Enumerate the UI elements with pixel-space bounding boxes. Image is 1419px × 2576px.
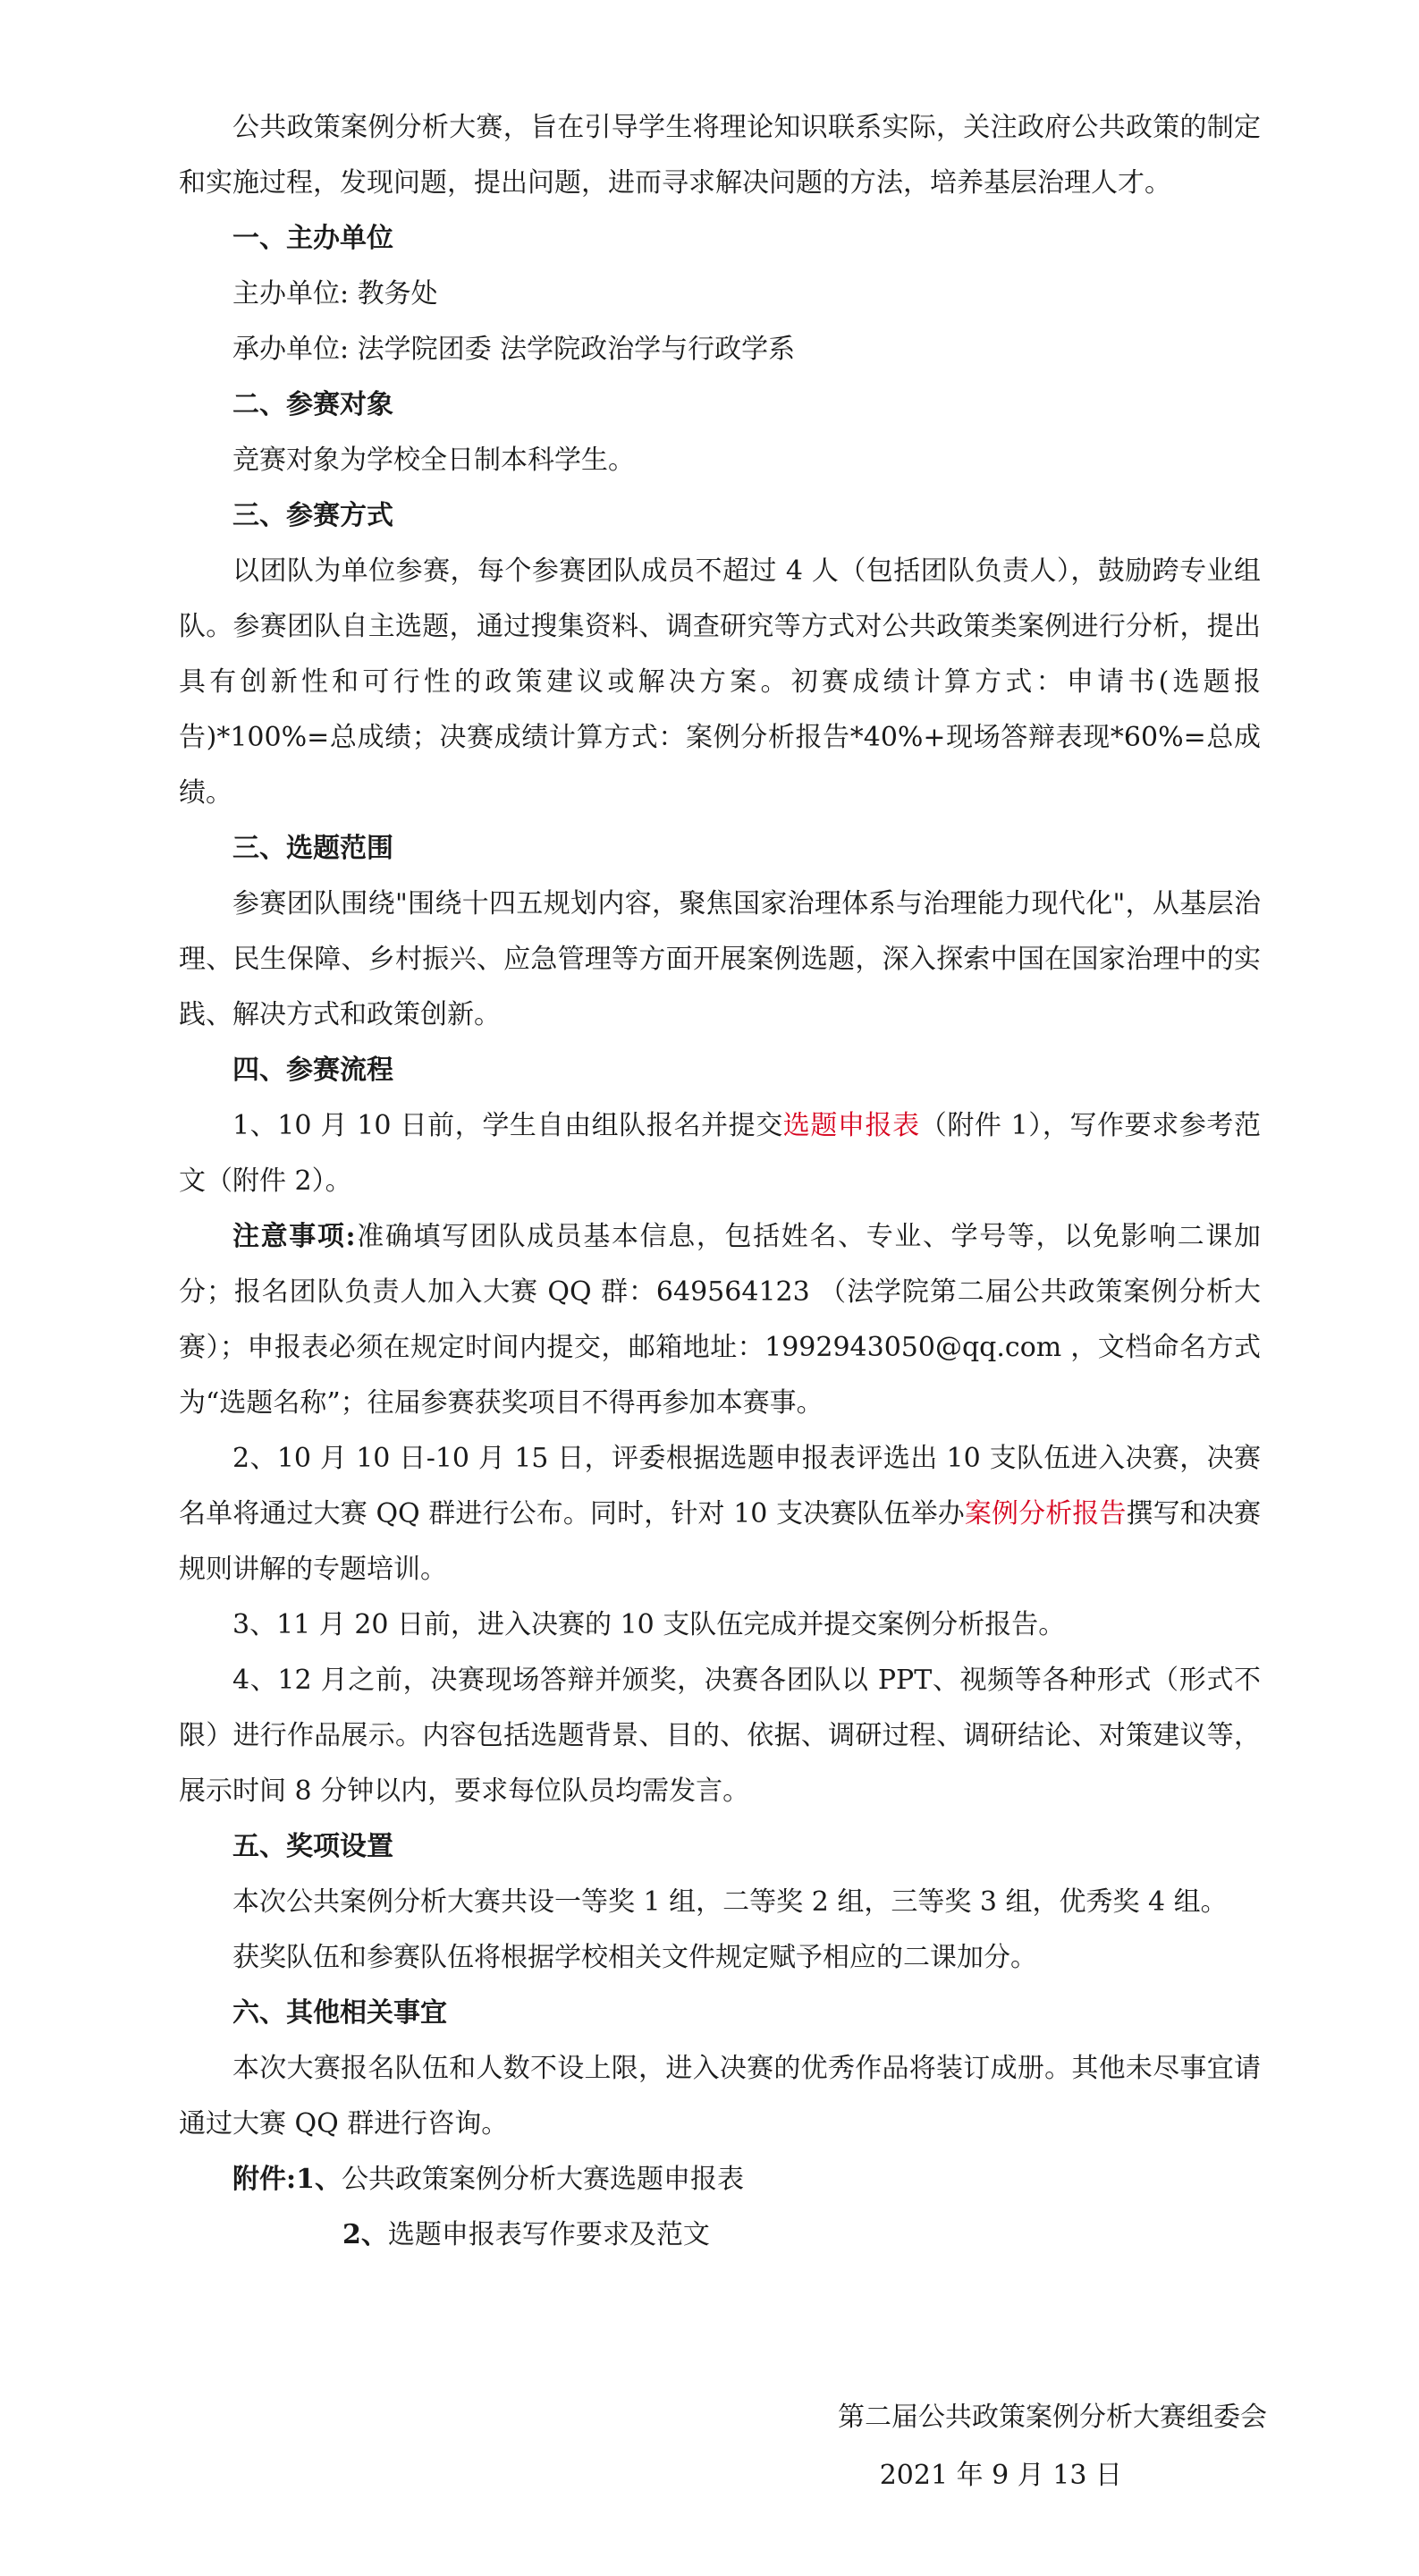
section-heading-participants: 二、参赛对象 [232,389,393,420]
intro-paragraph: 公共政策案例分析大赛，旨在引导学生将理论知识联系实际，关注政府公共政策的制定和实施过程，发现问题，提出问题，进而寻求解决问题的方法，培养基层治理人才。 [179,112,1261,199]
step1-text-post: （附件 1），写作要求参考范文（附件 2）。 [179,1110,1262,1197]
note-label: 注意事项: [232,1221,356,1252]
attachment-item-1 [179,2152,1261,2207]
other-text: 本次大赛报名队伍和人数不设上限，进入决赛的优秀作品将装订成册。其他未尽事宜请通过大赛 QQ 群进行咨询。 [179,2053,1261,2140]
section-heading-process: 四、参赛流程 [232,1055,393,1086]
section-heading-awards: 五、奖项设置 [232,1831,393,1862]
step2-text-pre: 2、10 月 10 日-10 月 15 日，评委根据选题申报表评选出 10 支队伍进入决赛，决赛名单将通过大赛 QQ 群进行公布。同时，针对 10 支决赛队伍举办 [179,1443,1261,1530]
awards-text-1: 本次公共案例分析大赛共设一等奖 1 组，二等奖 2 组，三等奖 3 组，优秀奖 4 组。 [232,1886,1228,1918]
process-step-2 [179,1431,1261,1597]
process-step-4: 4、12 月之前，决赛现场答辩并颁奖，决赛各团队以 PPT、视频等各种形式（形式不限）进行作品展示。内容包括选题背景、目的、依据、调研过程、调研结论、对策建议等，展示时间 8 分钟以内，要求每位队员均需发言。 [179,1665,1261,1807]
process-note [179,1209,1261,1431]
attachment-label: 附件: [232,2164,297,2195]
signature-date: 2021 年 9 月 13 日 [879,2460,1122,2491]
organizer-unit: 承办单位: 法学院团委 法学院政治学与行政学系 [232,334,796,365]
host-unit: 主办单位: 教务处 [232,278,438,309]
signature-organization: 第二届公共政策案例分析大赛组委会 [838,2402,1267,2433]
process-step-1 [179,1098,1261,1209]
note-text: 准确填写团队成员基本信息，包括姓名、专业、学号等，以免影响二课加分；报名团队负责人加入大赛 QQ 群：649564123 （法学院第二届公共政策案例分析大赛）；申报表必须在规定时间内提交，邮箱地址：1992943050@qq.com ，文档命名方式为“选题名称”；往届参赛获奖项目不得再参加本赛事。 [179,1221,1261,1419]
attachment-2-number: 2、 [342,2219,388,2250]
step2-highlight: 案例分析报告 [964,1498,1127,1530]
document-body [179,100,1261,2263]
section-heading-other: 六、其他相关事宜 [232,1997,447,2029]
attachment-1-number: 1、 [296,2164,342,2195]
attachment-item-2 [179,2207,1261,2263]
step1-highlight: 选题申报表 [782,1110,920,1141]
awards-text-2: 获奖队伍和参赛队伍将根据学校相关文件规定赋予相应的二课加分。 [232,1942,1037,1973]
participants-text: 竞赛对象为学校全日制本科学生。 [232,445,635,476]
attachment-2-title: 选题申报表写作要求及范文 [387,2219,710,2250]
topic-text: 参赛团队围绕"围绕十四五规划内容，聚焦国家治理体系与治理能力现代化"，从基层治理、民生保障、乡村振兴、应急管理等方面开展案例选题，深入探索中国在国家治理中的实践、解决方式和政策创新。 [179,888,1261,1030]
method-text: 以团队为单位参赛，每个参赛团队成员不超过 4 人（包括团队负责人），鼓励跨专业组队。参赛团队自主选题，通过搜集资料、调查研究等方式对公共政策类案例进行分析，提出具有创新性和可行性的政策建议或解决方案。初赛成绩计算方式：申请书(选题报告)*100%=总成绩；决赛成绩计算方式：案例分析报告*40%+现场答辩表现*60%=总成绩。 [179,555,1261,809]
step2-text-post: 撰写和决赛规则讲解的专题培训。 [179,1498,1262,1585]
attachment-1-title: 公共政策案例分析大赛选题申报表 [341,2164,744,2195]
section-heading-topic: 三、选题范围 [232,833,393,864]
section-heading-host: 一、主办单位 [232,223,393,254]
step1-text-pre: 1、10 月 10 日前，学生自由组队报名并提交 [232,1110,783,1141]
section-heading-method: 三、参赛方式 [232,500,393,531]
process-step-3: 3、11 月 20 日前，进入决赛的 10 支队伍完成并提交案例分析报告。 [232,1609,1066,1640]
